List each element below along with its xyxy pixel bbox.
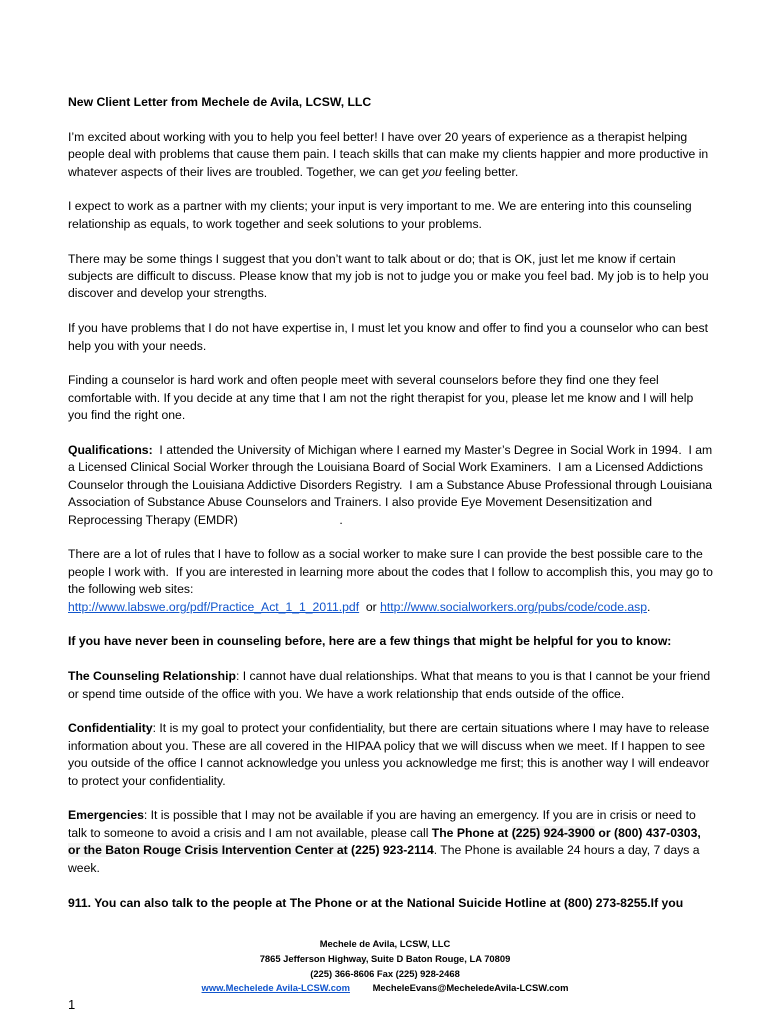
emergencies-paragraph	[68, 807, 713, 877]
toll-free-number: or (800) 437-0303,	[595, 825, 701, 840]
link-period: .	[647, 599, 651, 614]
relationship-paragraph	[68, 668, 713, 703]
letter-body	[68, 94, 717, 929]
footer-contact-row	[0, 981, 770, 996]
hotline-paragraph: 911. You can also talk to the people at The Phone or at the National Suicide Hotline at (800) 273-8255.If you	[68, 895, 684, 910]
emergencies-end: . The Phone is available 24 hours a day, 7 days a week.	[68, 843, 700, 875]
rules-text: There are a lot of rules that I have to follow as a social worker to make sure I can provide the best possible care to the people I work with. If you are interested in learning more about the codes that I follow to accomplish this, you may go to the following web sites:	[68, 547, 717, 597]
link-separator: or	[359, 599, 381, 614]
emergencies-text: : It is possible that I may not be available if you are having an emergency. If you are in crisis or need to talk to someone to avoid a crisis and I am not available, please call	[68, 808, 696, 840]
letter-title: New Client Letter from Mechele de Avila, LCSW, LLC	[68, 95, 372, 109]
crisis-center-label: or the Baton Rouge Crisis Intervention Center at	[68, 843, 348, 858]
relationship-text: : I cannot have dual relationships. What that means to you is that I cannot be your friend or spend time outside of the office with you. We have a work relationship that ends outside of the office.	[68, 669, 711, 701]
footer-name: Mechele de Avila, LCSW, LLC	[319, 938, 451, 949]
partner-paragraph: I expect to work as a partner with my clients; your input is very important to me. We are entering into this counseling relationship as equals, to work together and seek solutions to your problems.	[68, 199, 692, 231]
footer-email: MecheleEvans@MecheledeAvila-LCSW.com	[372, 982, 569, 994]
difficult-subjects-paragraph: There may be some things I suggest that you don’t want to talk about or do; that is OK, just let me know if certain subjects are difficult to discuss. Please know that my job is not to judge you or make you feel bad. My job is to help you discover and develop your strengths.	[68, 251, 709, 301]
confidentiality-label: Confidentiality	[68, 721, 153, 736]
the-phone-number: (225) 924-3900	[511, 825, 596, 840]
intro-paragraph	[68, 129, 713, 181]
confidentiality-paragraph	[68, 720, 713, 790]
footer-phones: (225) 366-8606 Fax (225) 928-2468	[310, 967, 460, 979]
qualifications-label: Qualifications:	[68, 443, 153, 458]
confidentiality-text: : It is my goal to protect your confidentiality, but there are certain situations where I may have to release information about you. These are all covered in the HIPAA policy that we will discuss when we meet. If I happen to see you outside of the office I cannot acknowledge you unless you acknowledge me first; this is another way I will endeavor to protect your confidentiality.	[68, 721, 710, 788]
relationship-label: The Counseling Relationship	[68, 669, 236, 684]
intro-text-end: feeling better.	[441, 164, 519, 179]
crisis-center-number: (225) 923-2114	[347, 843, 434, 858]
page-number: 1	[68, 997, 76, 1012]
qualifications-text: I attended the University of Michigan where I earned my Master’s Degree in Social Work in 1994. I am a Licensed Clinical Social Worker through the Louisiana Board of Social Work Examiners. I am a Licensed Addictions Counselor through the Louisiana Addictive Disorders Registry. I am a Substance Abuse Professional through Louisiana Association of Substance Abuse Counselors and Trainers. I also provide Eye Movement Desensitization and Reprocessing Therapy (EMDR) .	[68, 443, 716, 527]
qualifications-paragraph	[68, 442, 716, 529]
finding-counselor-paragraph: Finding a counselor is hard work and often people meet with several counselors before they find one they feel comfortable with. If you decide at any time that I am not the right therapist for you, please let me know and I will help you find the right one.	[68, 373, 694, 423]
footer-address: 7865 Jefferson Highway, Suite D Baton Rouge, LA 70809	[259, 952, 511, 964]
helpful-heading: If you have never been in counseling before, here are a few things that might be helpful for you to know:	[68, 634, 672, 649]
letterhead-footer	[0, 937, 770, 996]
the-phone-label: The Phone at	[431, 825, 512, 840]
code-of-ethics-link[interactable]: http://www.socialworkers.org/pubs/code/code.asp	[380, 599, 648, 614]
intro-emphasis: you	[422, 164, 442, 179]
expertise-paragraph: If you have problems that I do not have expertise in, I must let you know and offer to find you a counselor who can best help you with your needs.	[68, 321, 708, 353]
emergencies-label: Emergencies	[68, 808, 144, 823]
practice-act-link[interactable]: http://www.labswe.org/pdf/Practice_Act_1_1_2011.pdf	[68, 599, 360, 614]
rules-paragraph	[68, 546, 717, 616]
footer-website-link[interactable]: www.Mechelede Avila-LCSW.com	[201, 982, 350, 994]
intro-text: I’m excited about working with you to help you feel better! I have over 20 years of experience as a therapist helping people deal with problems that cause them pain. I teach skills that can make my clients happier and more productive in whatever aspects of their lives are troubled. Together, we can get	[68, 129, 709, 179]
